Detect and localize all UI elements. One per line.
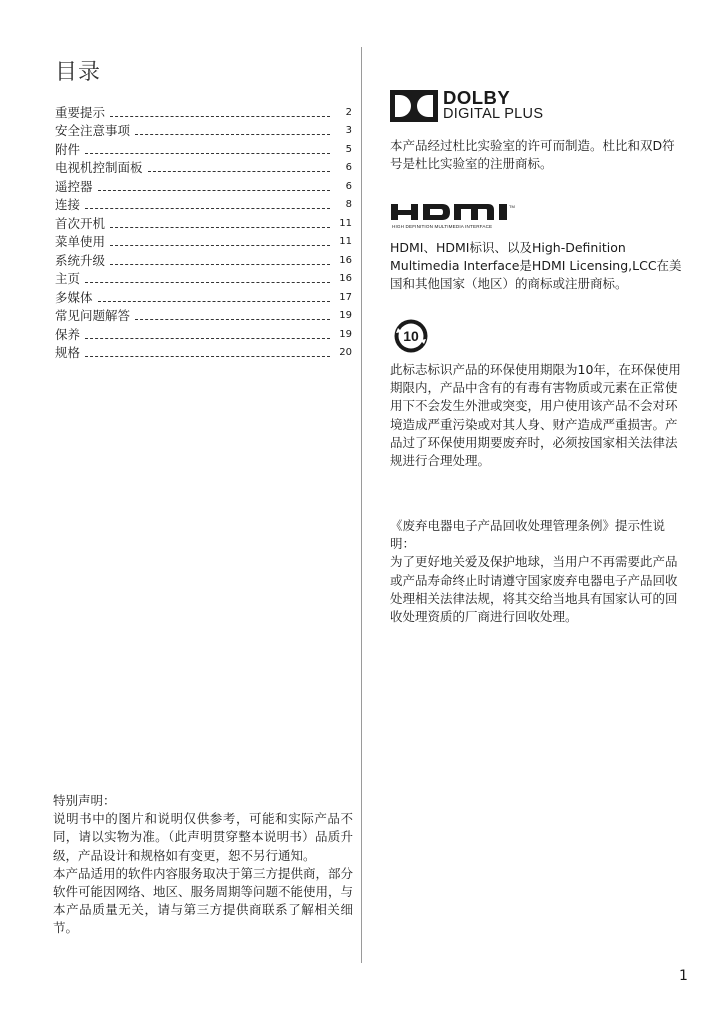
hdmi-logo <box>390 200 520 234</box>
hdmi-wordmark-icon <box>390 200 520 224</box>
toc-entry[interactable] <box>55 233 352 252</box>
toc-leader <box>85 282 330 283</box>
toc-entry[interactable] <box>55 251 352 270</box>
notice-paragraph: 本产品适用的软件内容服务取决于第三方提供商，部分软件可能因网络、地区、服务周期等问题不能使用，与本产品质量无关，请与第三方提供商联系了解相关细节。 <box>53 865 354 936</box>
toc-entry[interactable] <box>55 122 352 141</box>
toc-label: 电视机控制面板 <box>55 160 143 175</box>
toc-label: 系统升级 <box>55 252 106 268</box>
toc-page: 5 <box>345 143 352 155</box>
toc-entry[interactable] <box>55 325 352 344</box>
toc-label: 安全注意事项 <box>55 123 131 138</box>
toc-entry[interactable] <box>55 214 352 233</box>
toc-label: 保养 <box>55 326 81 342</box>
toc-page: 16 <box>339 273 352 284</box>
notice-paragraph: 说明书中的图片和说明仅供参考，可能和实际产品不同，请以实物为准。（此声明贯穿整本说明书）品质升级，产品设计和规格如有变更，恕不另行通知。 <box>53 811 353 863</box>
toc-page: 11 <box>339 236 352 247</box>
toc-entry[interactable] <box>55 159 352 178</box>
page-title: 目录 <box>55 60 102 85</box>
toc-label: 菜单使用 <box>55 234 106 249</box>
toc-entry[interactable] <box>55 196 352 215</box>
recycle-statement <box>390 517 686 626</box>
toc-leader <box>135 319 330 320</box>
toc-label: 连接 <box>55 197 81 212</box>
dolby-logo-subtitle: DIGITAL PLUS <box>443 106 544 122</box>
toc-leader <box>110 116 330 117</box>
toc-label: 多媒体 <box>55 289 93 305</box>
toc-page: 20 <box>339 347 352 358</box>
dolby-text: 本产品经过杜比实验室的许可而制造。杜比和双D符号是杜比实验室的注册商标。 <box>390 138 675 172</box>
toc-leader <box>110 227 330 228</box>
toc-page: 16 <box>339 254 352 266</box>
toc-leader <box>98 190 330 191</box>
toc-leader <box>148 171 330 172</box>
dolby-logo-name: DOLBY <box>443 87 511 108</box>
toc-label: 首次开机 <box>55 215 106 231</box>
toc-page: 6 <box>345 180 352 192</box>
svg-text:TM: TM <box>509 204 515 209</box>
toc-leader <box>98 301 330 302</box>
dolby-double-d-icon <box>390 90 438 122</box>
toc-page: 6 <box>345 162 352 173</box>
toc-page: 8 <box>345 199 352 210</box>
toc-label: 常见问题解答 <box>55 308 131 323</box>
eco-years: 10 <box>403 328 419 344</box>
toc-entry[interactable] <box>55 270 352 289</box>
toc-entry[interactable] <box>55 344 352 363</box>
toc-page: 17 <box>339 291 352 303</box>
toc-label: 规格 <box>55 345 81 360</box>
toc-leader <box>110 245 330 246</box>
toc-entry[interactable] <box>55 103 352 122</box>
eco-statement <box>390 361 686 470</box>
toc-entry[interactable] <box>55 307 352 326</box>
hdmi-statement <box>390 239 686 294</box>
toc-label: 主页 <box>55 271 81 286</box>
toc-label: 重要提示 <box>55 104 106 120</box>
toc-leader <box>85 338 330 339</box>
page-number: 1 <box>679 968 688 984</box>
toc-label: 附件 <box>55 141 81 157</box>
recycle-heading: 《废弃电器电子产品回收处理管理条例》提示性说明： <box>390 518 666 552</box>
toc-page: 19 <box>339 310 352 321</box>
toc-leader <box>85 356 330 357</box>
environmental-protection-10-icon <box>393 318 429 354</box>
toc-page: 11 <box>339 217 352 229</box>
toc-entry[interactable] <box>55 177 352 196</box>
toc-leader <box>85 208 330 209</box>
hdmi-logo-tagline: HIGH DEFINITION MULTIMEDIA INTERFACE <box>392 224 493 229</box>
eco-text: 此标志标识产品的环保使用期限为10年，在环保使用期限内，产品中含有的有毒有害物质或元素在正常使用下不会发生外泄或突变，用户使用该产品不会对环境造成严重污染或对其人身、财产造成严重损害。产品过了环保使用期要废弃时，必须按国家相关法律法规进行合理处理。 <box>390 362 681 469</box>
toc-page: 19 <box>339 328 352 340</box>
toc-page: 3 <box>345 125 352 136</box>
table-of-contents <box>55 103 352 362</box>
column-divider <box>361 47 362 963</box>
toc-leader <box>85 153 330 154</box>
toc-page: 2 <box>345 106 352 118</box>
toc-leader <box>110 264 330 265</box>
special-notice <box>53 792 353 938</box>
toc-entry[interactable] <box>55 140 352 159</box>
toc-label: 遥控器 <box>55 178 93 194</box>
toc-entry[interactable] <box>55 288 352 307</box>
notice-heading: 特别声明： <box>53 793 116 808</box>
hdmi-text: HDMI、HDMI标识、以及High-Definition Multimedia Interface是HDMI Licensing,LCC在美国和其他国家（地区）的商标或注册商标。 <box>390 240 682 292</box>
dolby-logo <box>390 88 555 124</box>
toc-leader <box>135 134 330 135</box>
recycle-text: 为了更好地关爱及保护地球，当用户不再需要此产品或产品寿命终止时请遵守国家废弃电器电子产品回收处理相关法律法规，将其交给当地具有国家认可的回收处理资质的厂商进行回收处理。 <box>390 554 678 625</box>
dolby-statement <box>390 137 686 173</box>
